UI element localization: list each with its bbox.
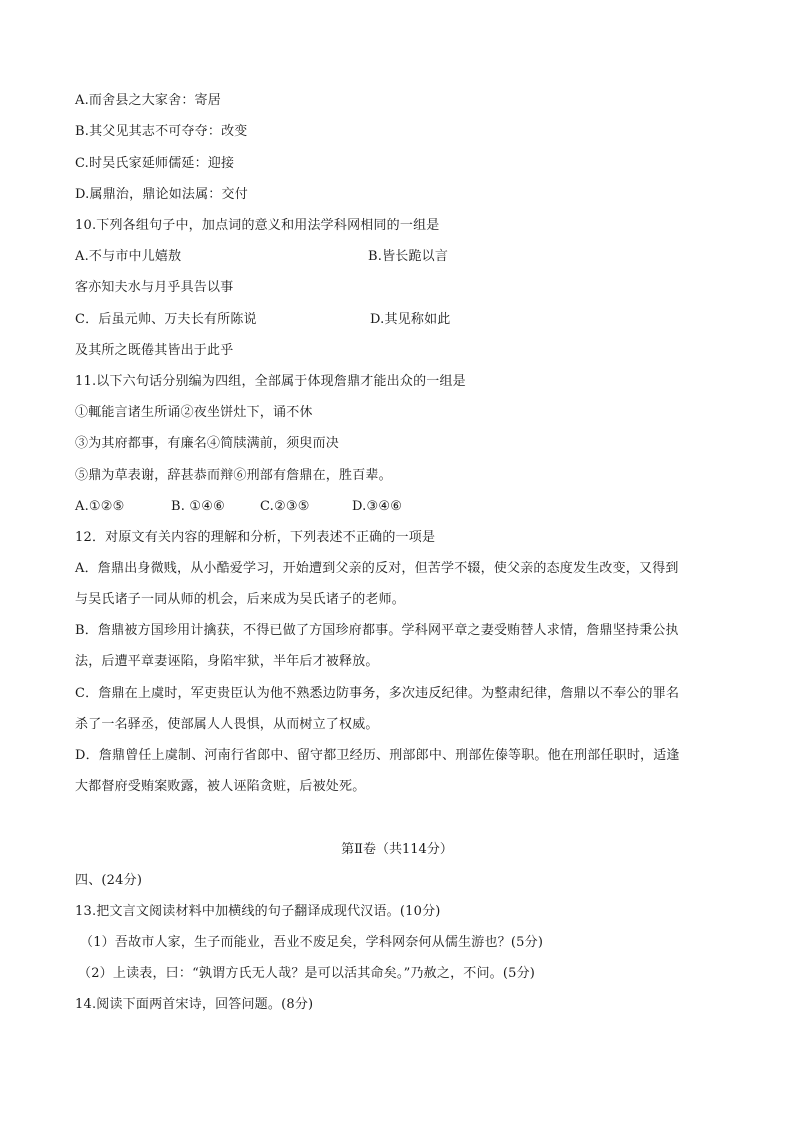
- q9-option-c: C.时吴氏家延师儒延：迎接: [75, 156, 235, 171]
- q12-option-a-line-2: 与吴氏诸子一同从师的机会，后来成为吴氏诸子的老师。: [75, 592, 406, 607]
- q13-item-1: （1）吾故市人家，生子而能业，吾业不废足矣，学科网奈何从儒生游也？(5分): [80, 935, 544, 950]
- q10-option-d: D.其见称如此: [370, 312, 451, 327]
- q12-option-b-line-1: B．詹鼎被方国珍用计擒获，不得已做了方国珍府都事。学科网平章之妻受贿替人求情，詹鼎坚持秉公执: [75, 623, 679, 638]
- q9-option-d: D.属鼎治，鼎论如法属：交付: [75, 187, 248, 202]
- q13-stem: 13.把文言文阅读材料中加横线的句子翻译成现代汉语。(10分): [75, 904, 441, 919]
- q11-line-2: ③为其府都事，有廉名④简牍满前，须臾而决: [75, 436, 340, 451]
- q11-option-c: C.②③⑤: [260, 499, 310, 514]
- q10-option-c: C．后虽元帅、万夫长有所陈说: [75, 312, 257, 327]
- q14-stem: 14.阅读下面两首宋诗，回答问题。(8分): [75, 997, 314, 1012]
- q12-stem: 12．对原文有关内容的理解和分析，下列表述不正确的一项是: [75, 530, 436, 545]
- q10-option-a: A.不与市中儿嬉敖: [75, 249, 182, 264]
- q10-option-cd-continuation: 及其所之既倦其皆出于此乎: [75, 343, 234, 358]
- q11-line-1: ①輒能言诸生所诵②夜坐饼灶下，诵不休: [75, 405, 313, 420]
- q12-option-a-line-1: A．詹鼎出身微贱，从小酷爱学习，开始遭到父亲的反对，但苦学不辍，使父亲的态度发生改变，又得到: [75, 561, 679, 576]
- q12-option-c-line-1: C．詹鼎在上虞时，军吏贵臣认为他不熟悉边防事务，多次违反纪律。为整肃纪律，詹鼎以不奉公的罪名: [75, 686, 680, 701]
- q11-option-d: D.③④⑥: [352, 499, 403, 514]
- q11-option-b: B. ①④⑥: [171, 499, 225, 514]
- q10-option-ab-continuation: 客亦知夫水与月乎具告以事: [75, 280, 234, 295]
- q9-option-b: B.其父见其志不可夺夺：改变: [75, 124, 248, 139]
- q12-option-b-line-2: 法，后遭平章妻诬陷，身陷牢狱，半年后才被释放。: [75, 654, 379, 669]
- q10-option-b: B.皆长跪以言: [368, 249, 449, 264]
- q11-stem: 11.以下六句话分别编为四组，全部属于体现詹鼎才能出众的一组是: [75, 374, 466, 389]
- q12-option-d-line-2: 大都督府受贿案败露，被人诬陷贪赃，后被处死。: [75, 779, 366, 794]
- section-4-heading: 四、(24分): [75, 873, 143, 888]
- q12-option-c-line-2: 杀了一名驿丞，使部属人人畏惧，从而树立了权威。: [75, 717, 379, 732]
- q13-item-2: （2）上读表，曰：“孰谓方氏无人哉？是可以活其命矣。”乃赦之，不问。(5分): [78, 966, 536, 981]
- q12-option-d-line-1: D．詹鼎曾任上虞制、河南行省郎中、留守都卫经历、刑部郎中、刑部佐傣等职。他在刑部任职时，适逢: [75, 748, 680, 763]
- q9-option-a: A.而舍县之大家舍：寄居: [75, 93, 221, 108]
- q11-option-a: A.①②⑤: [75, 499, 125, 514]
- part-2-title: 第Ⅱ卷（共114分）: [341, 842, 453, 857]
- q11-line-3: ⑤鼎为草表谢，辞甚恭而辩⑥刑部有詹鼎在，胜百辈。: [75, 468, 392, 483]
- q10-stem: 10.下列各组句子中，加点词的意义和用法学科网相同的一组是: [75, 218, 440, 233]
